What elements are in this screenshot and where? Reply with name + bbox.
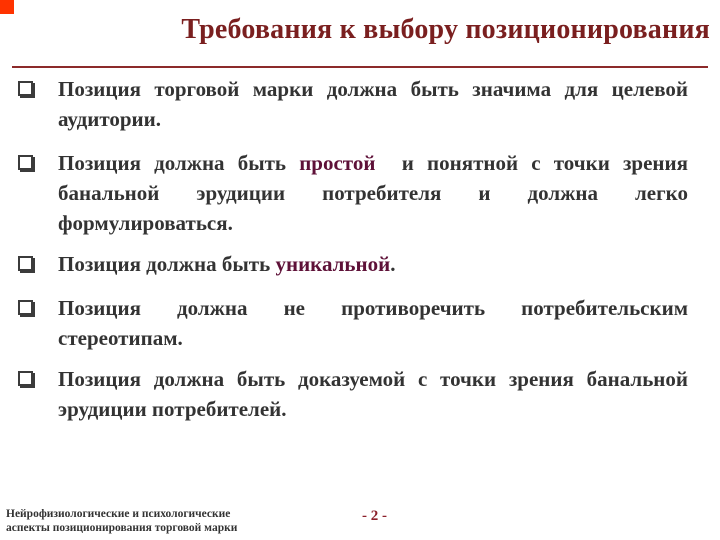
bullet-text: Позиция должна быть (58, 252, 276, 276)
bullet-item (18, 148, 694, 238)
slide-title: Требования к выбору позиционирования (181, 14, 710, 45)
checkbox-bullet-icon (18, 300, 33, 315)
bullet-text: Позиция торговой марки должна быть значима для целевой аудитории. (58, 77, 688, 131)
footer-line: Нейрофизиологические и психологические (6, 508, 231, 520)
bullet-text: Позиция должна быть доказуемой с точки зрения банальной эрудиции потребителей. (58, 367, 688, 421)
bullet-emphasis: уникальной (275, 252, 391, 276)
corner-accent-square (0, 0, 14, 14)
bullet-text: Позиция должна быть (58, 151, 300, 175)
checkbox-bullet-icon (18, 81, 33, 96)
bullet-item (18, 293, 688, 353)
checkbox-bullet-icon (18, 371, 33, 386)
page-number: - 2 - (362, 508, 387, 524)
checkbox-bullet-icon (18, 155, 33, 170)
footer-line: аспекты позиционирования торговой марки (6, 522, 238, 534)
bullet-item (18, 364, 688, 424)
bullet-item (18, 74, 688, 134)
bullet-text: . (390, 252, 396, 276)
bullet-item (18, 249, 688, 279)
bullet-text: и понятной с точки зрения банальной эрудиции потребителя и должна легко формулироваться. (58, 151, 694, 235)
checkbox-bullet-icon (18, 256, 33, 271)
footer-caption (6, 507, 237, 535)
bullet-text: Позиция должна не противоречить потребительским стереотипам. (58, 296, 688, 350)
bullet-emphasis: простой (299, 151, 376, 175)
title-divider (12, 66, 708, 68)
